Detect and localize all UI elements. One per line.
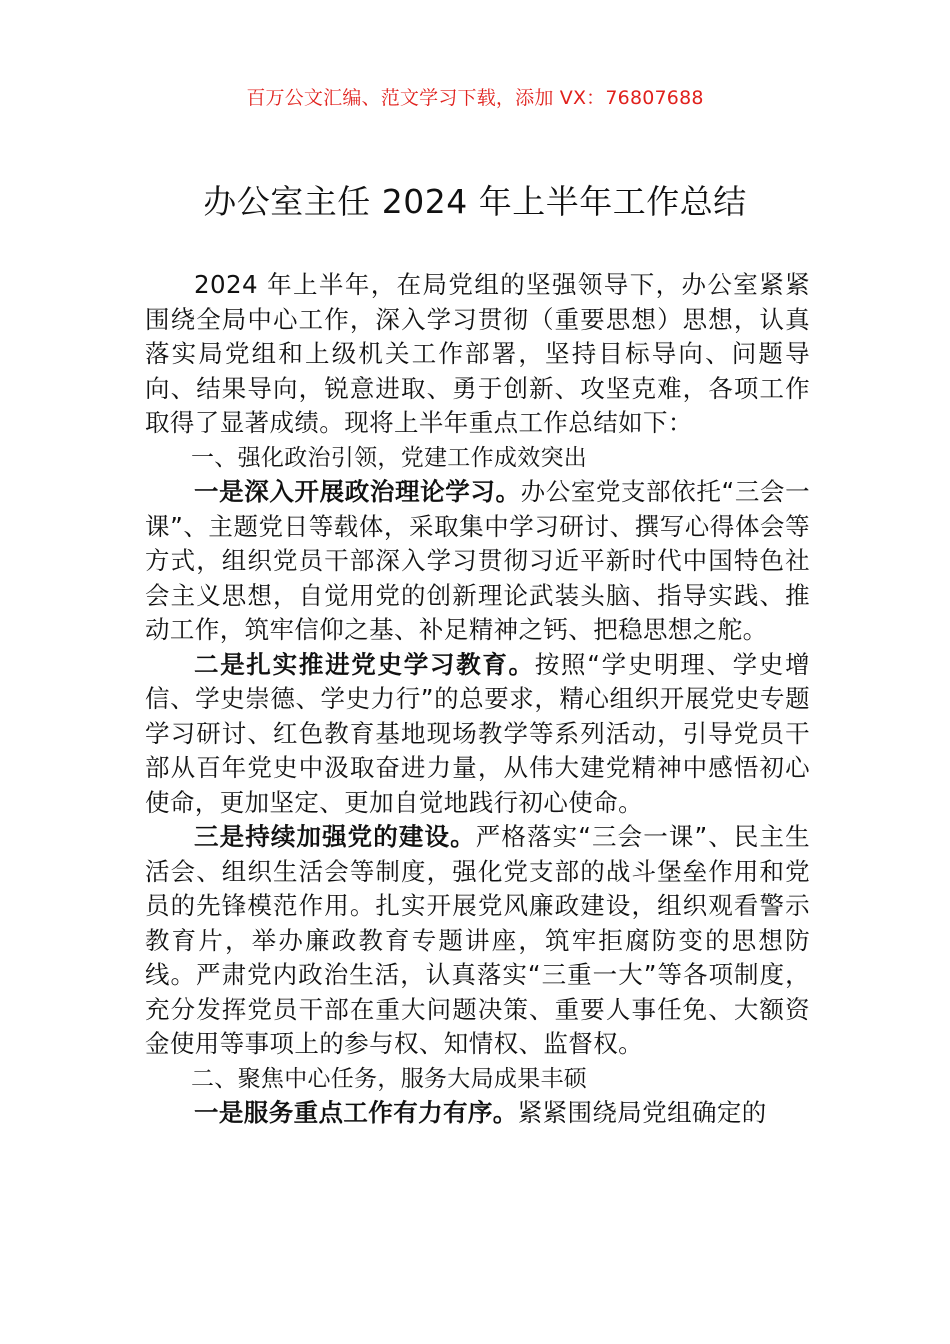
document-body bbox=[145, 268, 810, 1131]
paragraph-party-history bbox=[145, 648, 810, 821]
paragraph-text: 严格落实“三会一课”、民主生活会、组织生活会等制度，强化党支部的战斗堡垒作用和党员的先锋模范作用。扎实开展党风廉政建设，组织观看警示教育片，举办廉政教育专题讲座，筑牢拒腐防变的思想防线。严肃党内政治生活，认真落实“三重一大”等各项制度，充分发挥党员干部在重大问题决策、重要人事任免、大额资金使用等事项上的参与权、知情权、监督权。 bbox=[145, 822, 811, 1058]
paragraph-lead: 一是服务重点工作有力有序。 bbox=[194, 1098, 518, 1127]
paragraph-political-study bbox=[145, 475, 810, 648]
paragraph-party-building bbox=[145, 820, 810, 1062]
paragraph-text: 2024 年上半年，在局党组的坚强领导下，办公室紧紧围绕全局中心工作，深入学习贯彻（重要思想）思想，认真落实局党组和上级机关工作部署，坚持目标导向、问题导向、结果导向，锐意进取、勇于创新、攻坚克难，各项工作取得了显著成绩。现将上半年重点工作总结如下： bbox=[145, 270, 810, 437]
paragraph-lead: 三是持续加强党的建设。 bbox=[194, 822, 476, 851]
section-heading-1: 一、强化政治引领，党建工作成效突出 bbox=[191, 444, 588, 471]
paragraph-text: 办公室党支部依托“三会一课”、主题党日等载体，采取集中学习研讨、撰写心得体会等方式，组织党员干部深入学习贯彻习近平新时代中国特色社会主义思想，自觉用党的创新理论武装头脑、指导实践、推动工作，筑牢信仰之基、补足精神之钙、把稳思想之舵。 bbox=[145, 477, 810, 644]
paragraph-text: 紧紧围绕局党组确定的 bbox=[517, 1098, 767, 1127]
section-heading-2: 二、聚焦中心任务，服务大局成果丰硕 bbox=[191, 1065, 588, 1092]
intro-paragraph bbox=[145, 268, 810, 441]
paragraph-text: 按照“学史明理、学史增信、学史崇德、学史力行”的总要求，精心组织开展党史专题学习研讨、红色教育基地现场教学等系列活动，引导党员干部从百年党史中汲取奋进力量，从伟大建党精神中感悟初心使命，更加坚定、更加自觉地践行初心使命。 bbox=[145, 649, 811, 817]
watermark-banner: 百万公文汇编、范文学习下载，添加 VX：76807688 bbox=[246, 87, 704, 109]
paragraph-key-work bbox=[145, 1096, 810, 1131]
paragraph-lead: 一是深入开展政治理论学习。 bbox=[194, 477, 521, 506]
paragraph-lead: 二是扎实推进党史学习教育。 bbox=[194, 649, 535, 679]
document-title: 办公室主任 2024 年上半年工作总结 bbox=[203, 182, 747, 221]
